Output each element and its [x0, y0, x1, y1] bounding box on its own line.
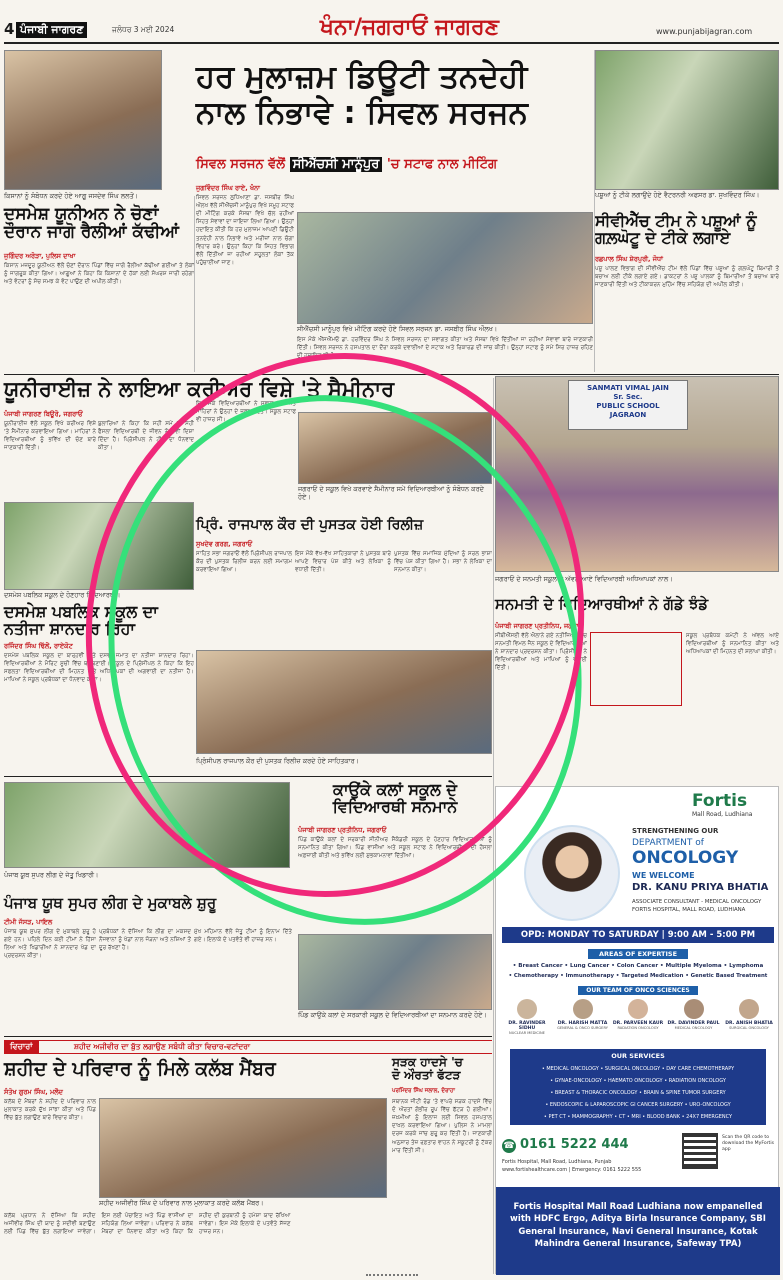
kaunke-headline-line1: ਕਾਉਂਕੇ ਕਲਾਂ ਸਕੂਲ ਦੇ: [333, 780, 457, 799]
cvh-headline-line1: ਸੀਵੀਐੱਚ ਟੀਮ ਨੇ ਪਸ਼ੂਆਂ ਨੂੰ: [595, 211, 757, 230]
ad-services-line2: • GYNAE-ONCOLOGY • HAEMATO ONCOLOGY • RADIATION ONCOLOGY: [550, 1078, 726, 1084]
cvh-headline-line2: ਗਲ਼ਘੋਟੂ ਦੇ ਟੀਕੇ ਲਗਾਏ: [595, 227, 731, 247]
seminar-headline: ਯੂਨੀਰਾਈਜ਼ ਨੇ ਲਾਇਆ ਕਰੀਅਰ ਵਿਸ਼ੇ 'ਤੇ ਸੈਮੀਨਾਰ: [4, 377, 395, 401]
league-caption: ਪੰਜਾਬ ਯੂਥ ਸੁਪਰ ਲੀਗ ਦੇ ਜੇਤੂ ਖਿਡਾਰੀ।: [4, 871, 99, 879]
team-member-dept: NUCLEAR MEDICINE: [509, 1031, 545, 1035]
ad-doctor: DR. KANU PRIYA BHATIA: [632, 882, 769, 893]
cvh-byline: ਰਛਪਾਲ ਸਿੰਘ ਸ਼ੇਰਪੁਰੀ, ਜੋਧਾਂ: [595, 255, 663, 263]
union-body: ਕਿਸਾਨ ਮਜ਼ਦੂਰ ਯੂਨੀਅਨ ਵੱਲੋਂ ਚੋਣਾਂ ਦੌਰਾਨ ਪਿੰਡਾਂ ਵਿੱਚ ਜਾਗੋ ਰੈਲੀਆਂ ਕੱਢੀਆਂ ਗਈਆਂ ਤੇ ਲੋਕਾਂ ਨੂੰ ਜਾਗਰੂਕ ਕੀਤਾ ਗਿਆ। ਆਗੂਆਂ ਨੇ ਕਿਹਾ ਕਿ ਕਿਸਾਨਾਂ ਦੇ ਹੱਕਾਂ ਲਈ ਸੰਘਰਸ਼ ਜਾਰੀ ਰਹੇਗਾ ਅਤੇ ਵੋਟਰਾਂ ਨੂੰ ਸੋਚ ਸਮਝ ਕੇ ਵੋਟ ਪਾਉਣ ਦੀ ਅਪੀਲ ਕੀਤੀ।: [4, 263, 194, 286]
kaunke-caption: ਪਿੰਡ ਕਾਉਂਕੇ ਕਲਾਂ ਦੇ ਸਰਕਾਰੀ ਸਕੂਲ ਦੇ ਵਿਦਿਆਰਥੀਆਂ ਦਾ ਸਨਮਾਨ ਕਰਦੇ ਹੋਏ।: [298, 1011, 487, 1019]
league-body-2: ਪ੍ਰਬੰਧਕਾਂ ਨੇ ਦੱਸਿਆ ਕਿ ਲੀਗ ਦਾ ਮਕਸਦ ਨੌਜਵਾਨਾਂ ਨੂੰ ਖੇਡਾਂ ਨਾਲ ਜੋੜਨਾ ਅਤੇ ਨਸ਼ਿਆਂ ਤੋਂ ਦੂਰ ਰੱਖਣਾ ਹੈ।: [99, 929, 191, 952]
ad-footer: Fortis Hospital Mall Road Ludhiana now empanelled with HDFC Ergo, Aditya Birla Insurance Company, SBI General Insurance, Navi General Insurance, Kotak Mahindra General Insurance, Safeway TPA): [496, 1187, 780, 1275]
ad-expertise-line2: • Chemotherapy • Immunotherapy • Targeted Medication • Genetic Based Treatment: [508, 973, 768, 979]
ad-department-line1: DEPARTMENT of: [632, 838, 704, 848]
paper-name: ਪੰਜਾਬੀ ਜਾਗਰਣ: [16, 22, 87, 38]
sanmati-byline: ਪੰਜਾਬੀ ਜਾਗਰਣ ਪ੍ਰਤੀਨਿਧ, ਜਗਰਾਓਂ: [495, 622, 584, 630]
lead-byline: ਜੁਗਵਿੰਦਰ ਸਿੰਘ ਰਾਏ, ਖੰਨਾ: [196, 184, 261, 192]
ad-strengthening: STRENGTHENING OUR: [632, 827, 719, 835]
sanmati-sign-line3: PUBLIC SCHOOL: [596, 402, 660, 411]
lead-caption: ਸੀਐੱਚਸੀ ਮਾਨੂੰਪੁਰ ਵਿਖੇ ਮੀਟਿੰਗ ਕਰਦੇ ਹੋਏ ਸਿਵਲ ਸਰਜਨ ਡਾ. ਜਸਬੀਰ ਸਿੰਘ ਔਲਖ।: [297, 325, 498, 333]
cvh-body: ਪਸ਼ੂ ਪਾਲਣ ਵਿਭਾਗ ਦੀ ਸੀਵੀਐੱਚ ਟੀਮ ਵੱਲੋਂ ਪਿੰਡਾਂ ਵਿੱਚ ਪਸ਼ੂਆਂ ਨੂੰ ਗਲ਼ਘੋਟੂ ਬਿਮਾਰੀ ਤੋਂ ਬਚਾਅ ਲਈ ਟੀਕੇ ਲਗਾਏ ਗਏ। ਡਾਕਟਰਾਂ ਨੇ ਪਸ਼ੂ ਪਾਲਕਾਂ ਨੂੰ ਬਿਮਾਰੀਆਂ ਤੋਂ ਬਚਾਅ ਬਾਰੇ ਜਾਣਕਾਰੀ ਦਿੱਤੀ ਅਤੇ ਟੀਕਾਕਰਨ ਮੁਹਿੰਮ ਵਿੱਚ ਸਹਿਯੋਗ ਦੀ ਅਪੀਲ ਕੀਤੀ।: [595, 266, 779, 289]
union-headline-line1: ਦਸਮੇਸ਼ ਯੂਨੀਅਨ ਨੇ ਚੋਣਾਂ: [4, 204, 159, 224]
ad-services-line4: • ENDOSCOPIC & LAPAROSCOPIC GI CANCER SURGERY • URO-ONCOLOGY: [545, 1102, 731, 1108]
lead-headline-line2: ਨਾਲ ਨਿਭਾਵੇ : ਸਿਵਲ ਸਰਜਨ: [196, 94, 528, 131]
union-byline: ਜੁਗਿੰਦਰ ਅਰੋੜਾ, ਪੁਲਿਸ ਦਾਖਾ: [4, 252, 76, 260]
ad-phone: 0161 5222 444: [520, 1137, 629, 1152]
lead-subhead-pre: ਸਿਵਲ ਸਰਜਨ ਵੱਲੋਂ: [196, 157, 286, 172]
team-member-name: DR. DAVINDER PAUL: [667, 1021, 720, 1026]
sanmati-sign-line2: Sr. Sec.: [613, 393, 643, 402]
seminar-body-1: ਯੂਨੀਰਾਈਜ਼ ਵੱਲੋਂ ਸਕੂਲ ਵਿਖੇ ਕਰੀਅਰ ਵਿਸ਼ੇ 'ਤੇ ਸੈਮੀਨਾਰ ਕਰਵਾਇਆ ਗਿਆ। ਮਾਹਿਰਾਂ ਨੇ ਵਿਦਿਆਰਥੀਆਂ ਨੂੰ ਭਵਿੱਖ ਦੀ ਚੋਣ ਬਾਰੇ ਜਾਣਕਾਰੀ ਦਿੱਤੀ।: [4, 421, 96, 452]
kaunke-headline-line2: ਵਿਦਿਆਰਥੀ ਸਨਮਾਨੇ: [332, 796, 458, 816]
cvh-caption: ਪਸ਼ੂਆਂ ਨੂੰ ਟੀਕੇ ਲਗਾਉਂਦੇ ਹੋਏ ਵੈਟਰਨਰੀ ਅਫਸਰ ਡਾ. ਸੁਖਵਿੰਦਰ ਸਿੰਘ।: [595, 191, 760, 199]
team-member-name: DR. ANISH BHATIA: [725, 1021, 773, 1026]
lead-headline-line1: ਹਰ ਮੁਲਾਜ਼ਮ ਡਿਊਟੀ ਤਨਦੇਹੀ: [196, 59, 528, 95]
lead-subhead-post: 'ਚ ਸਟਾਫ ਨਾਲ ਮੀਟਿੰਗ: [386, 157, 498, 172]
sanmati-body-1: ਸੀਬੀਐੱਸਈ ਵੱਲੋਂ ਐਲਾਨੇ ਗਏ ਨਤੀਜਿਆਂ ਵਿੱਚ ਸਨਮਤੀ ਵਿਮਲ ਜੈਨ ਸਕੂਲ ਦੇ ਵਿਦਿਆਰਥੀਆਂ ਨੇ ਸ਼ਾਨਦਾਰ ਪ੍ਰਦਰਸ਼ਨ ਕੀਤਾ। ਪ੍ਰਿੰਸੀਪਲ ਨੇ ਵਿਦਿਆਰਥੀਆਂ ਅਤੇ ਮਾਪਿਆਂ ਨੂੰ ਵਧਾਈ ਦਿੱਤੀ।: [495, 633, 587, 672]
team-member-name: DR. HARISH MATTA: [557, 1021, 608, 1026]
book-headline: ਪ੍ਰਿੰ. ਰਾਜਪਾਲ ਕੌਰ ਦੀ ਪੁਸਤਕ ਹੋਈ ਰਿਲੀਜ਼: [196, 517, 424, 533]
book-body-2: ਇਸ ਮੌਕੇ ਵੱਖ-ਵੱਖ ਸਾਹਿਤਕਾਰਾਂ ਨੇ ਪੁਸਤਕ ਬਾਰੇ ਆਪਣੇ ਵਿਚਾਰ ਪੇਸ਼ ਕੀਤੇ ਅਤੇ ਲੇਖਿਕਾ ਨੂੰ ਵਧਾਈ ਦਿੱਤੀ।: [295, 551, 391, 574]
sanmati-caption: ਜਗਰਾਓਂ ਦੇ ਸਨਮਤੀ ਸਕੂਲ ਦੇ ਅੱਵਲ ਆਏ ਵਿਦਿਆਰਥੀ ਅਧਿਆਪਕਾਂ ਨਾਲ।: [495, 575, 673, 583]
seminar-body-3: ਇਸ ਮੌਕੇ ਵਿਦਿਆਰਥੀਆਂ ਨੇ ਸਵਾਲ ਪੁੱਛੇ ਅਤੇ ਮਾਹਿਰਾਂ ਨੇ ਉਨ੍ਹਾਂ ਦੇ ਜਵਾਬ ਦਿੱਤੇ। ਸਕੂਲ ਸਟਾਫ ਵੀ ਹਾਜ਼ਰ ਸੀ।: [196, 401, 296, 424]
bottom-byline: ਸੰਤੋਖ ਗੁਰਮ ਸਿੰਘ, ਮਲੌਦ: [4, 1088, 63, 1096]
dashmesh-byline: ਰਜਿੰਦਰ ਸਿੰਘ ਢਿੱਲੋਂ, ਰਾਏਕੋਟ: [4, 642, 73, 650]
team-member-name: DR. PARVEEN KAUR: [612, 1021, 664, 1026]
bottom-kicker-text: ਸ਼ਹੀਦ ਅਜੀਵੀਰ ਦਾ ਬੁੱਤ ਲਗਾਉਣ ਸਬੰਧੀ ਕੀਤਾ ਵਿਚਾਰ-ਵਟਾਂਦਰਾ: [74, 1042, 251, 1051]
union-caption: ਕਿਸਾਨਾਂ ਨੂੰ ਸੰਬੋਧਨ ਕਰਦੇ ਹੋਏ ਆਗੂ ਜਸਦੇਵ ਸਿੰਘ ਲਲਤੋਂ।: [4, 192, 139, 200]
team-member-dept: SURGICAL ONCOLOGY: [729, 1026, 769, 1030]
bottom-body-2: ਕਲੱਬ ਪ੍ਰਧਾਨ ਨੇ ਦੱਸਿਆ ਕਿ ਸ਼ਹੀਦ ਅਜੀਵੀਰ ਸਿੰਘ ਦੀ ਯਾਦ ਨੂੰ ਸਦੀਵੀ ਬਣਾਉਣ ਲਈ ਪਿੰਡ ਵਿੱਚ ਬੁੱਤ ਲਗਾਇਆ ਜਾਵੇਗਾ। ਇਸ ਲਈ ਪੰਚਾਇਤ ਅਤੇ ਪਿੰਡ ਵਾਸੀਆਂ ਦਾ ਸਹਿਯੋਗ ਲਿਆ ਜਾਵੇਗਾ। ਪਰਿਵਾਰ ਨੇ ਕਲੱਬ ਮੈਂਬਰਾਂ ਦਾ ਧੰਨਵਾਦ ਕੀਤਾ ਅਤੇ ਕਿਹਾ ਕਿ ਸ਼ਹੀਦ ਦੀ ਕੁਰਬਾਨੀ ਨੂੰ ਹਮੇਸ਼ਾ ਯਾਦ ਰੱਖਿਆ ਜਾਵੇਗਾ। ਇਸ ਮੌਕੇ ਇਲਾਕੇ ਦੇ ਪਤਵੰਤੇ ਸੱਜਣ ਹਾਜ਼ਰ ਸਨ।: [4, 1213, 291, 1236]
seminar-byline: ਪੰਜਾਬੀ ਜਾਗਰਣ ਬਿਊਰੋ, ਜਗਰਾਓਂ: [4, 410, 83, 418]
dashmesh-caption: ਦਸਮੇਸ਼ ਪਬਲਿਕ ਸਕੂਲ ਦੇ ਹੋਣਹਾਰ ਵਿਦਿਆਰਥੀ।: [4, 591, 121, 599]
bottom-headline: ਸ਼ਹੀਦ ਦੇ ਪਰਿਵਾਰ ਨੂੰ ਮਿਲੇ ਕਲੱਬ ਮੈਂਬਰ: [4, 1058, 276, 1080]
website: www.punjabijagran.com: [656, 27, 753, 36]
ad-address: Fortis Hospital, Mall Road, Ludhiana, Punjab: [502, 1159, 612, 1165]
union-headline-line2: ਦੌਰਾਨ ਜਾਗੋ ਰੈਲੀਆਂ ਕੱਢੀਆਂ: [4, 221, 179, 242]
seminar-caption: ਜਗਰਾਓਂ ਦੇ ਸਕੂਲ ਵਿਖੇ ਕਰਵਾਏ ਸੈਮੀਨਾਰ ਸਮੇਂ ਵਿਦਿਆਰਥੀਆਂ ਨੂੰ ਸੰਬੋਧਨ ਕਰਦੇ ਹੋਏ।: [298, 485, 484, 501]
page-number: 4: [4, 20, 15, 38]
book-body-3: ਪੁਸਤਕ ਵਿੱਚ ਸਮਾਜਿਕ ਮੁੱਦਿਆਂ ਨੂੰ ਸਰਲ ਭਾਸ਼ਾ ਵਿੱਚ ਪੇਸ਼ ਕੀਤਾ ਗਿਆ ਹੈ। ਸਭਾ ਨੇ ਲੇਖਿਕਾ ਦਾ ਸਨਮਾਨ ਕੀਤਾ।: [394, 551, 492, 574]
ad-expertise-title: AREAS OF EXPERTISE: [588, 949, 688, 959]
sanmati-sign-line4: JAGRAON: [609, 411, 647, 420]
fortis-brand: Fortis: [692, 791, 748, 811]
ad-team-title: OUR TEAM OF ONCO SCIENCES: [578, 986, 698, 995]
lead-subhead-box: ਸੀਐੱਚਸੀ ਮਾਨੂੰਪੁਰ: [290, 157, 383, 172]
bottom-body-1: ਕਲੱਬ ਦੇ ਮੈਂਬਰਾਂ ਨੇ ਸ਼ਹੀਦ ਦੇ ਪਰਿਵਾਰ ਨਾਲ ਮੁਲਾਕਾਤ ਕਰਕੇ ਦੁੱਖ ਸਾਂਝਾ ਕੀਤਾ ਅਤੇ ਪਿੰਡ ਵਿੱਚ ਬੁੱਤ ਲਗਾਉਣ ਬਾਰੇ ਵਿਚਾਰ ਕੀਤਾ।: [4, 1099, 96, 1122]
ad-services-line1: • MEDICAL ONCOLOGY • SURGICAL ONCOLOGY • DAY CARE CHEMOTHERAPY: [541, 1066, 735, 1072]
book-byline: ਸੁਖਦੇਵ ਗਰਗ, ਜਗਰਾਓਂ: [196, 540, 253, 548]
dashmesh-headline-line1: ਦਸਮੇਸ਼ ਪਬਲਿਕ ਸਕੂਲ ਦਾ: [4, 602, 158, 621]
section-title: ਖੰਨਾ/ਜਗਰਾਓਂ ਜਾਗਰਣ: [320, 15, 499, 40]
accident-byline: ਪਰਮਿੰਦਰ ਸਿੰਘ ਜਲਾਲ, ਦੋਰਾਹਾ: [392, 1088, 455, 1094]
team-member-dept: MEDICAL ONCOLOGY: [674, 1026, 713, 1030]
kaunke-byline: ਪੰਜਾਬੀ ਜਾਗਰਣ ਪ੍ਰਤੀਨਿਧ, ਜਗਰਾਓਂ: [298, 826, 387, 834]
pink-circle-annotation: [39, 310, 631, 940]
league-headline: ਪੰਜਾਬ ਯੂਥ ਸੁਪਰ ਲੀਗ ਦੇ ਮੁਕਾਬਲੇ ਸ਼ੁਰੂ: [4, 894, 217, 912]
ad-opd: OPD: MONDAY TO SATURDAY | 9:00 AM - 5:00 PM: [502, 927, 774, 943]
dashmesh-headline-line2: ਨਤੀਜਾ ਸ਼ਾਨਦਾਰ ਰਿਹਾ: [4, 618, 136, 638]
league-body-3: ਮੁੱਖ ਮਹਿਮਾਨ ਵੱਲੋਂ ਜੇਤੂ ਟੀਮਾਂ ਨੂੰ ਇਨਾਮ ਦਿੱਤੇ ਗਏ। ਇਲਾਕੇ ਦੇ ਪਤਵੰਤੇ ਵੀ ਹਾਜ਼ਰ ਸਨ।: [194, 929, 292, 944]
lead-body-bottom: ਇਸ ਮੌਕੇ ਐੱਸਐੱਮਓ ਡਾ. ਹਰਵਿੰਦਰ ਸਿੰਘ ਨੇ ਸਿਵਲ ਸਰਜਨ ਦਾ ਸਵਾਗਤ ਕੀਤਾ ਅਤੇ ਸੰਸਥਾ ਵਿਖੇ ਦਿੱਤੀਆਂ ਜਾ ਰਹੀਆਂ ਸੇਵਾਵਾਂ ਬਾਰੇ ਜਾਣਕਾਰੀ ਦਿੱਤੀ। ਸਿਵਲ ਸਰਜਨ ਨੇ ਹਸਪਤਾਲ ਦਾ ਦੌਰਾ ਕਰਕੇ ਦਵਾਈਆਂ ਦੇ ਸਟਾਕ ਅਤੇ ਰਿਕਾਰਡ ਦੀ ਜਾਂਚ ਕੀਤੀ। ਉਨ੍ਹਾਂ ਸਟਾਫ ਨੂੰ ਸਮੇਂ ਸਿਰ ਹਾਜ਼ਰ ਰਹਿਣ ਦੀ ਹਦਾਇਤ ਕੀਤੀ।: [297, 337, 593, 360]
kaunke-body: ਪਿੰਡ ਕਾਉਂਕੇ ਕਲਾਂ ਦੇ ਸਰਕਾਰੀ ਸੀਨੀਅਰ ਸੈਕੰਡਰੀ ਸਕੂਲ ਦੇ ਹੋਣਹਾਰ ਵਿਦਿਆਰਥੀਆਂ ਨੂੰ ਸਨਮਾਨਿਤ ਕੀਤਾ ਗਿਆ। ਪਿੰਡ ਵਾਸੀਆਂ ਅਤੇ ਸਕੂਲ ਸਟਾਫ ਨੇ ਵਿਦਿਆਰਥੀਆਂ ਦੀ ਹੌਸਲਾ ਅਫ਼ਜ਼ਾਈ ਕੀਤੀ ਅਤੇ ਭਵਿੱਖ ਲਈ ਸ਼ੁਭਕਾਮਨਾਵਾਂ ਦਿੱਤੀਆਂ।: [298, 837, 492, 860]
sanmati-sign-line1: SANMATI VIMAL JAIN: [587, 384, 669, 392]
page-footer-dots: [366, 1274, 418, 1278]
green-circle-annotation: [44, 337, 645, 983]
bottom-kicker: ਵਿਚਾਰਾਂ: [4, 1041, 39, 1053]
ad-department-line2: ONCOLOGY: [632, 848, 739, 868]
team-member-dept: GENERAL & ONCO SURGERY: [557, 1026, 608, 1030]
accident-body: ਸਥਾਨਕ ਜੀਟੀ ਰੋਡ 'ਤੇ ਵਾਪਰੇ ਸੜਕ ਹਾਦਸੇ ਵਿੱਚ ਦੋ ਔਰਤਾਂ ਗੰਭੀਰ ਰੂਪ ਵਿੱਚ ਫੱਟੜ ਹੋ ਗਈਆਂ। ਜ਼ਖ਼ਮੀਆਂ ਨੂੰ ਇਲਾਜ ਲਈ ਸਿਵਲ ਹਸਪਤਾਲ ਦਾਖ਼ਲ ਕਰਵਾਇਆ ਗਿਆ। ਪੁਲਿਸ ਨੇ ਮਾਮਲਾ ਦਰਜ ਕਰਕੇ ਜਾਂਚ ਸ਼ੁਰੂ ਕਰ ਦਿੱਤੀ ਹੈ। ਜਾਣਕਾਰੀ ਅਨੁਸਾਰ ਤੇਜ਼ ਰਫ਼ਤਾਰ ਵਾਹਨ ਨੇ ਸਕੂਟਰੀ ਨੂੰ ਟੱਕਰ ਮਾਰ ਦਿੱਤੀ ਸੀ।: [392, 1099, 492, 1154]
seminar-body-2: ਬੁਲਾਰਿਆਂ ਨੇ ਕਿਹਾ ਕਿ ਸਹੀ ਸਮੇਂ 'ਤੇ ਸਹੀ ਫੈਸਲਾ ਵਿਦਿਆਰਥੀ ਦੇ ਜੀਵਨ ਨੂੰ ਨਵੀਂ ਦਿਸ਼ਾ ਦਿੰਦਾ ਹੈ। ਪ੍ਰਿੰਸੀਪਲ ਨੇ ਟੀਮ ਦਾ ਧੰਨਵਾਦ ਕੀਤਾ।: [98, 421, 194, 452]
ad-role-line1: ASSOCIATE CONSULTANT - MEDICAL ONCOLOGY: [632, 899, 762, 905]
ad-services-line5: • PET CT • MAMMOGRAPHY • CT • MRI • BLOOD BANK • 24X7 EMERGENCY: [543, 1114, 733, 1120]
accident-headline-line1: ਸੜਕ ਹਾਦਸੇ 'ਚ: [392, 1055, 463, 1069]
ad-role-line2: FORTIS HOSPITAL, MALL ROAD, LUDHIANA: [632, 907, 746, 913]
lead-body-left: ਸਿਵਲ ਸਰਜਨ ਲੁਧਿਆਣਾ ਡਾ. ਜਸਬੀਰ ਸਿੰਘ ਔਲਖ ਵੱਲੋਂ ਸੀਐੱਚਸੀ ਮਾਨੂੰਪੁਰ ਵਿਖੇ ਸਮੂਹ ਸਟਾਫ ਦੀ ਮੀਟਿੰਗ ਕਰਕੇ ਸੰਸਥਾ ਵਿਖੇ ਚੱਲ ਰਹੀਆਂ ਸਿਹਤ ਸੇਵਾਵਾਂ ਦਾ ਜਾਇਜ਼ਾ ਲਿਆ ਗਿਆ। ਉਨ੍ਹਾਂ ਹਦਾਇਤ ਕੀਤੀ ਕਿ ਹਰ ਮੁਲਾਜ਼ਮ ਆਪਣੀ ਡਿਊਟੀ ਤਨਦੇਹੀ ਨਾਲ ਨਿਭਾਵੇ ਅਤੇ ਮਰੀਜ਼ਾਂ ਨਾਲ ਚੰਗਾ ਵਿਹਾਰ ਕਰੇ। ਉਨ੍ਹਾਂ ਕਿਹਾ ਕਿ ਸਿਹਤ ਵਿਭਾਗ ਵੱਲੋਂ ਦਿੱਤੀਆਂ ਜਾ ਰਹੀਆਂ ਸਹੂਲਤਾਂ ਲੋਕਾਂ ਤੱਕ ਪਹੁੰਚਾਈਆਂ ਜਾਣ।: [196, 195, 294, 266]
sanmati-headline: ਸਨਮਤੀ ਦੇ ਵਿਦਿਆਰਥੀਆਂ ਨੇ ਗੱਡੇ ਝੰਡੇ: [495, 595, 709, 613]
book-caption: ਪ੍ਰਿੰਸੀਪਲ ਰਾਜਪਾਲ ਕੌਰ ਦੀ ਪੁਸਤਕ ਰਿਲੀਜ਼ ਕਰਦੇ ਹੋਏ ਸਾਹਿਤਕਾਰ।: [196, 757, 360, 765]
ad-web: www.fortishealthcare.com | Emergency: 0161 5222 555: [502, 1167, 642, 1173]
sanmati-body-2: ਸਕੂਲ ਪ੍ਰਬੰਧਕ ਕਮੇਟੀ ਨੇ ਅੱਵਲ ਆਏ ਵਿਦਿਆਰਥੀਆਂ ਨੂੰ ਸਨਮਾਨਿਤ ਕੀਤਾ ਅਤੇ ਅਧਿਆਪਕਾਂ ਦੀ ਮਿਹਨਤ ਦੀ ਸ਼ਲਾਘਾ ਕੀਤੀ।: [686, 633, 779, 656]
league-body-1: ਪੰਜਾਬ ਯੂਥ ਸੁਪਰ ਲੀਗ ਦੇ ਮੁਕਾਬਲੇ ਸ਼ੁਰੂ ਹੋ ਗਏ ਹਨ। ਪਹਿਲੇ ਦਿਨ ਕਈ ਟੀਮਾਂ ਨੇ ਹਿੱਸਾ ਲਿਆ ਅਤੇ ਖਿਡਾਰੀਆਂ ਨੇ ਸ਼ਾਨਦਾਰ ਖੇਡ ਦਾ ਪ੍ਰਦਰਸ਼ਨ ਕੀਤਾ।: [4, 929, 96, 960]
ad-services-title: OUR SERVICES: [611, 1052, 665, 1060]
ad-welcome: WE WELCOME: [632, 871, 695, 880]
ad-services-line3: • BREAST & THORACIC ONCOLOGY • BRAIN & SPINE TUMOR SURGERY: [550, 1090, 726, 1096]
phone-icon: ☎: [503, 1141, 515, 1151]
ad-qr-text: Scan the QR code to download the MyFortis app: [722, 1135, 775, 1152]
league-byline: ਟੀਮੀ ਜੱਸੜ, ਪਾਇਲ: [4, 918, 53, 926]
dashmesh-body: ਦਸਮੇਸ਼ ਪਬਲਿਕ ਸਕੂਲ ਦਾ ਬਾਰ੍ਹਵੀਂ ਅਤੇ ਦਸਵੀਂ ਜਮਾਤ ਦਾ ਨਤੀਜਾ ਸ਼ਾਨਦਾਰ ਰਿਹਾ। ਵਿਦਿਆਰਥੀਆਂ ਨੇ ਮੈਰਿਟ ਸੂਚੀ ਵਿੱਚ ਥਾਂ ਬਣਾਈ। ਸਕੂਲ ਦੇ ਪ੍ਰਿੰਸੀਪਲ ਨੇ ਕਿਹਾ ਕਿ ਇਹ ਸਫਲਤਾ ਵਿਦਿਆਰਥੀਆਂ ਦੀ ਮਿਹਨਤ ਅਤੇ ਅਧਿਆਪਕਾਂ ਦੀ ਅਗਵਾਈ ਦਾ ਨਤੀਜਾ ਹੈ। ਮਾਪਿਆਂ ਨੇ ਸਕੂਲ ਪ੍ਰਬੰਧਕਾਂ ਦਾ ਧੰਨਵਾਦ ਕੀਤਾ।: [4, 653, 194, 684]
team-member-dept: RADIATION ONCOLOGY: [617, 1026, 659, 1030]
accident-headline-line2: ਦੋ ਔਰਤਾਂ ਫੱਟੜ: [392, 1067, 461, 1082]
fortis-location: Mall Road, Ludhiana: [692, 811, 753, 818]
team-member-name: DR. RAVINDER SIDHU: [508, 1021, 546, 1031]
bottom-caption: ਸ਼ਹੀਦ ਅਜੀਵੀਰ ਸਿੰਘ ਦੇ ਪਰਿਵਾਰ ਨਾਲ ਮੁਲਾਕਾਤ ਕਰਦੇ ਕਲੱਬ ਮੈਂਬਰ।: [99, 1199, 264, 1207]
book-body-1: ਸਾਹਿਤ ਸਭਾ ਜਗਰਾਓਂ ਵੱਲੋਂ ਪ੍ਰਿੰਸੀਪਲ ਰਾਜਪਾਲ ਕੌਰ ਦੀ ਪੁਸਤਕ ਰਿਲੀਜ਼ ਕਰਨ ਲਈ ਸਮਾਗਮ ਕਰਵਾਇਆ ਗਿਆ।: [196, 551, 292, 574]
ad-expertise-line1: • Breast Cancer • Lung Cancer • Colon Cancer • Multiple Myeloma • Lymphoma: [512, 963, 764, 969]
issue-date: ਜਲੰਧਰ 3 ਮਈ 2024: [112, 25, 175, 34]
